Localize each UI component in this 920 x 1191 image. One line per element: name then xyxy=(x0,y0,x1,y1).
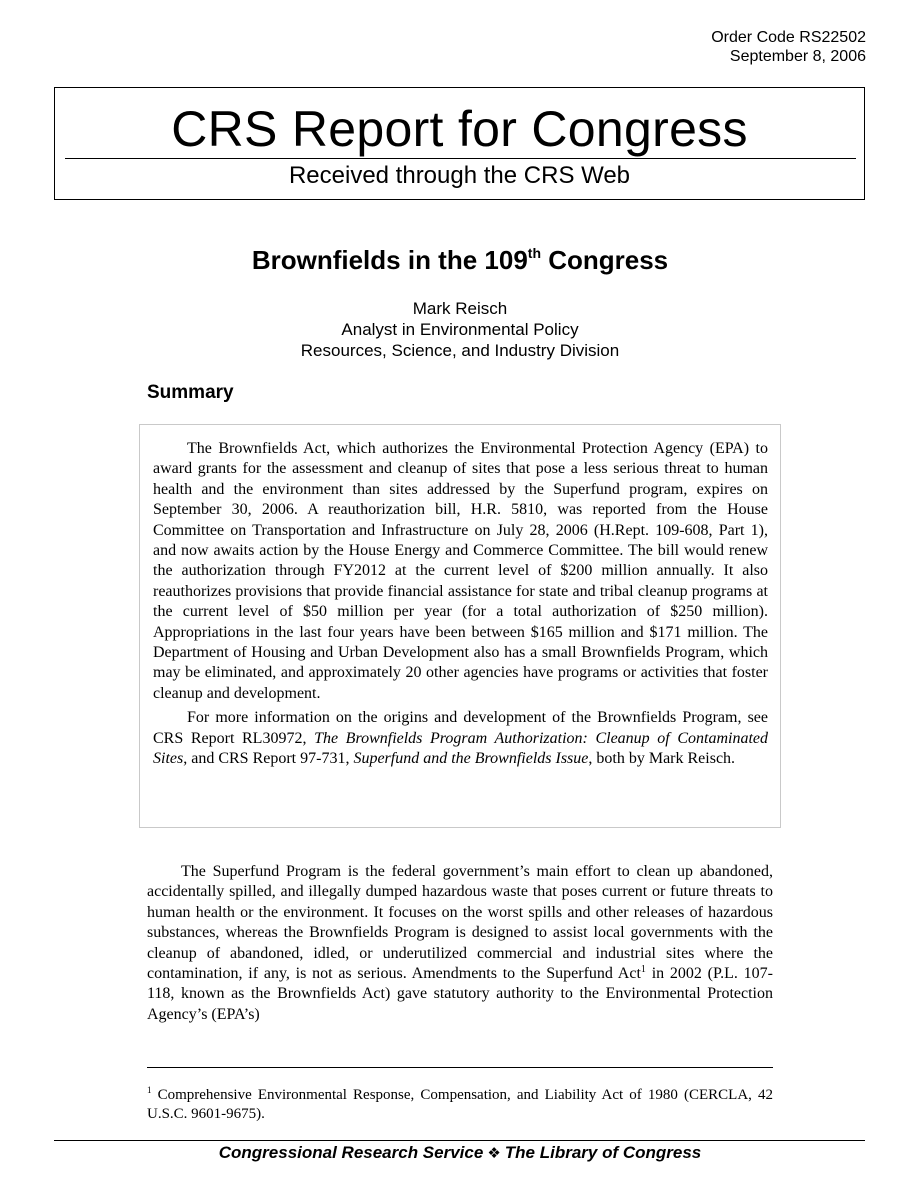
footer-rule xyxy=(54,1140,865,1141)
report-banner xyxy=(54,87,865,200)
title-main: Brownfields in the 109 xyxy=(251,245,528,275)
footnote-rule xyxy=(147,1067,773,1068)
body-text xyxy=(147,862,773,1025)
footnote-number: 1 xyxy=(147,1085,152,1095)
summary-ref-text: For more information on the origins and development of the Brownfields Program, see CRS Report RL30972, xyxy=(153,709,768,747)
summary-paragraph-references xyxy=(153,708,768,769)
footer-right: The Library of Congress xyxy=(504,1143,702,1162)
report-title-97-731: Superfund and the Brownfields Issue xyxy=(353,750,589,768)
summary-ref-text: , and CRS Report 97-731, xyxy=(183,750,354,768)
document-title xyxy=(0,244,920,276)
title-end: Congress xyxy=(541,245,669,275)
banner-subtitle: Received through the CRS Web xyxy=(288,162,631,189)
footnote xyxy=(147,1086,773,1124)
summary-ref-text: , both by Mark Reisch. xyxy=(588,750,736,768)
author-position: Analyst in Environmental Policy xyxy=(341,320,579,339)
body-paragraph xyxy=(147,862,773,1025)
summary-paragraph: The Brownfields Act, which authorizes the Environmental Protection Agency (EPA) to award grants for the assessment and cleanup of sites that pose a less serious threat to human health and the environment than sites addressed by the Superfund program, expires on September 30, 2006. A reauthorization bill, H.R. 5810, was reported from the House Committee on Transportation and Infrastructure on July 28, 2006 (H.Rept. 109-608, Part 1), and now awaits action by the House Energy and Commerce Committee. The bill would renew the authorization through FY2012 at the current level of $200 million annually. It also reauthorizes provisions that provide financial assistance for state and tribal cleanup programs at the current level of $50 million per year (for a total authorization of $250 million). Appropriations in the last four years have been between $165 million and $171 million. The Department of Housing and Urban Development also has a small Brownfields Program, which may be eliminated, and approximately 20 other agencies have programs or activities that foster cleanup and development. xyxy=(153,440,768,702)
footer-left: Congressional Research Service xyxy=(218,1143,484,1162)
order-code: Order Code RS22502 xyxy=(711,29,866,46)
page-footer xyxy=(0,1142,920,1165)
author-division: Resources, Science, and Industry Division xyxy=(300,341,620,360)
title-superscript: th xyxy=(527,245,541,261)
body-text-part: in 2002 (P.L. 107-118, known as the Brownfields Act) gave statutory authority to the Environmental Protection Agency’s (EPA’s) xyxy=(147,965,774,1023)
banner-rule xyxy=(65,158,856,159)
body-text-part: The Superfund Program is the federal government’s main effort to clean up abandoned, accidentally spilled, and illegally dumped hazardous waste that poses current or future threats to human health or the environment. It focuses on the worst spills and other releases of hazardous substances, whereas the Brownfields Program is designed to assist local governments with the cleanup of abandoned, idled, or underutilized commercial and industrial sites where the contamination, if any, is not as serious. Amendments to the Superfund Act xyxy=(147,863,773,983)
footnote-text: Comprehensive Environmental Response, Compensation, and Liability Act of 1980 (CERCLA, 42 U.S.C. 9601-9675). xyxy=(147,1087,773,1122)
footnote-ref: 1 xyxy=(640,964,646,976)
order-date: September 8, 2006 xyxy=(729,48,866,65)
banner-title: CRS Report for Congress xyxy=(171,101,748,157)
summary-box xyxy=(139,424,781,828)
author-name: Mark Reisch xyxy=(412,299,508,318)
report-title-rl30972: The Brownfields Program Authorization: Cleanup of Contaminated Sites xyxy=(153,729,769,768)
author-block xyxy=(0,298,920,361)
diamond-icon: ❖ xyxy=(487,1145,501,1162)
summary-heading: Summary xyxy=(147,382,234,403)
order-info xyxy=(711,28,866,66)
